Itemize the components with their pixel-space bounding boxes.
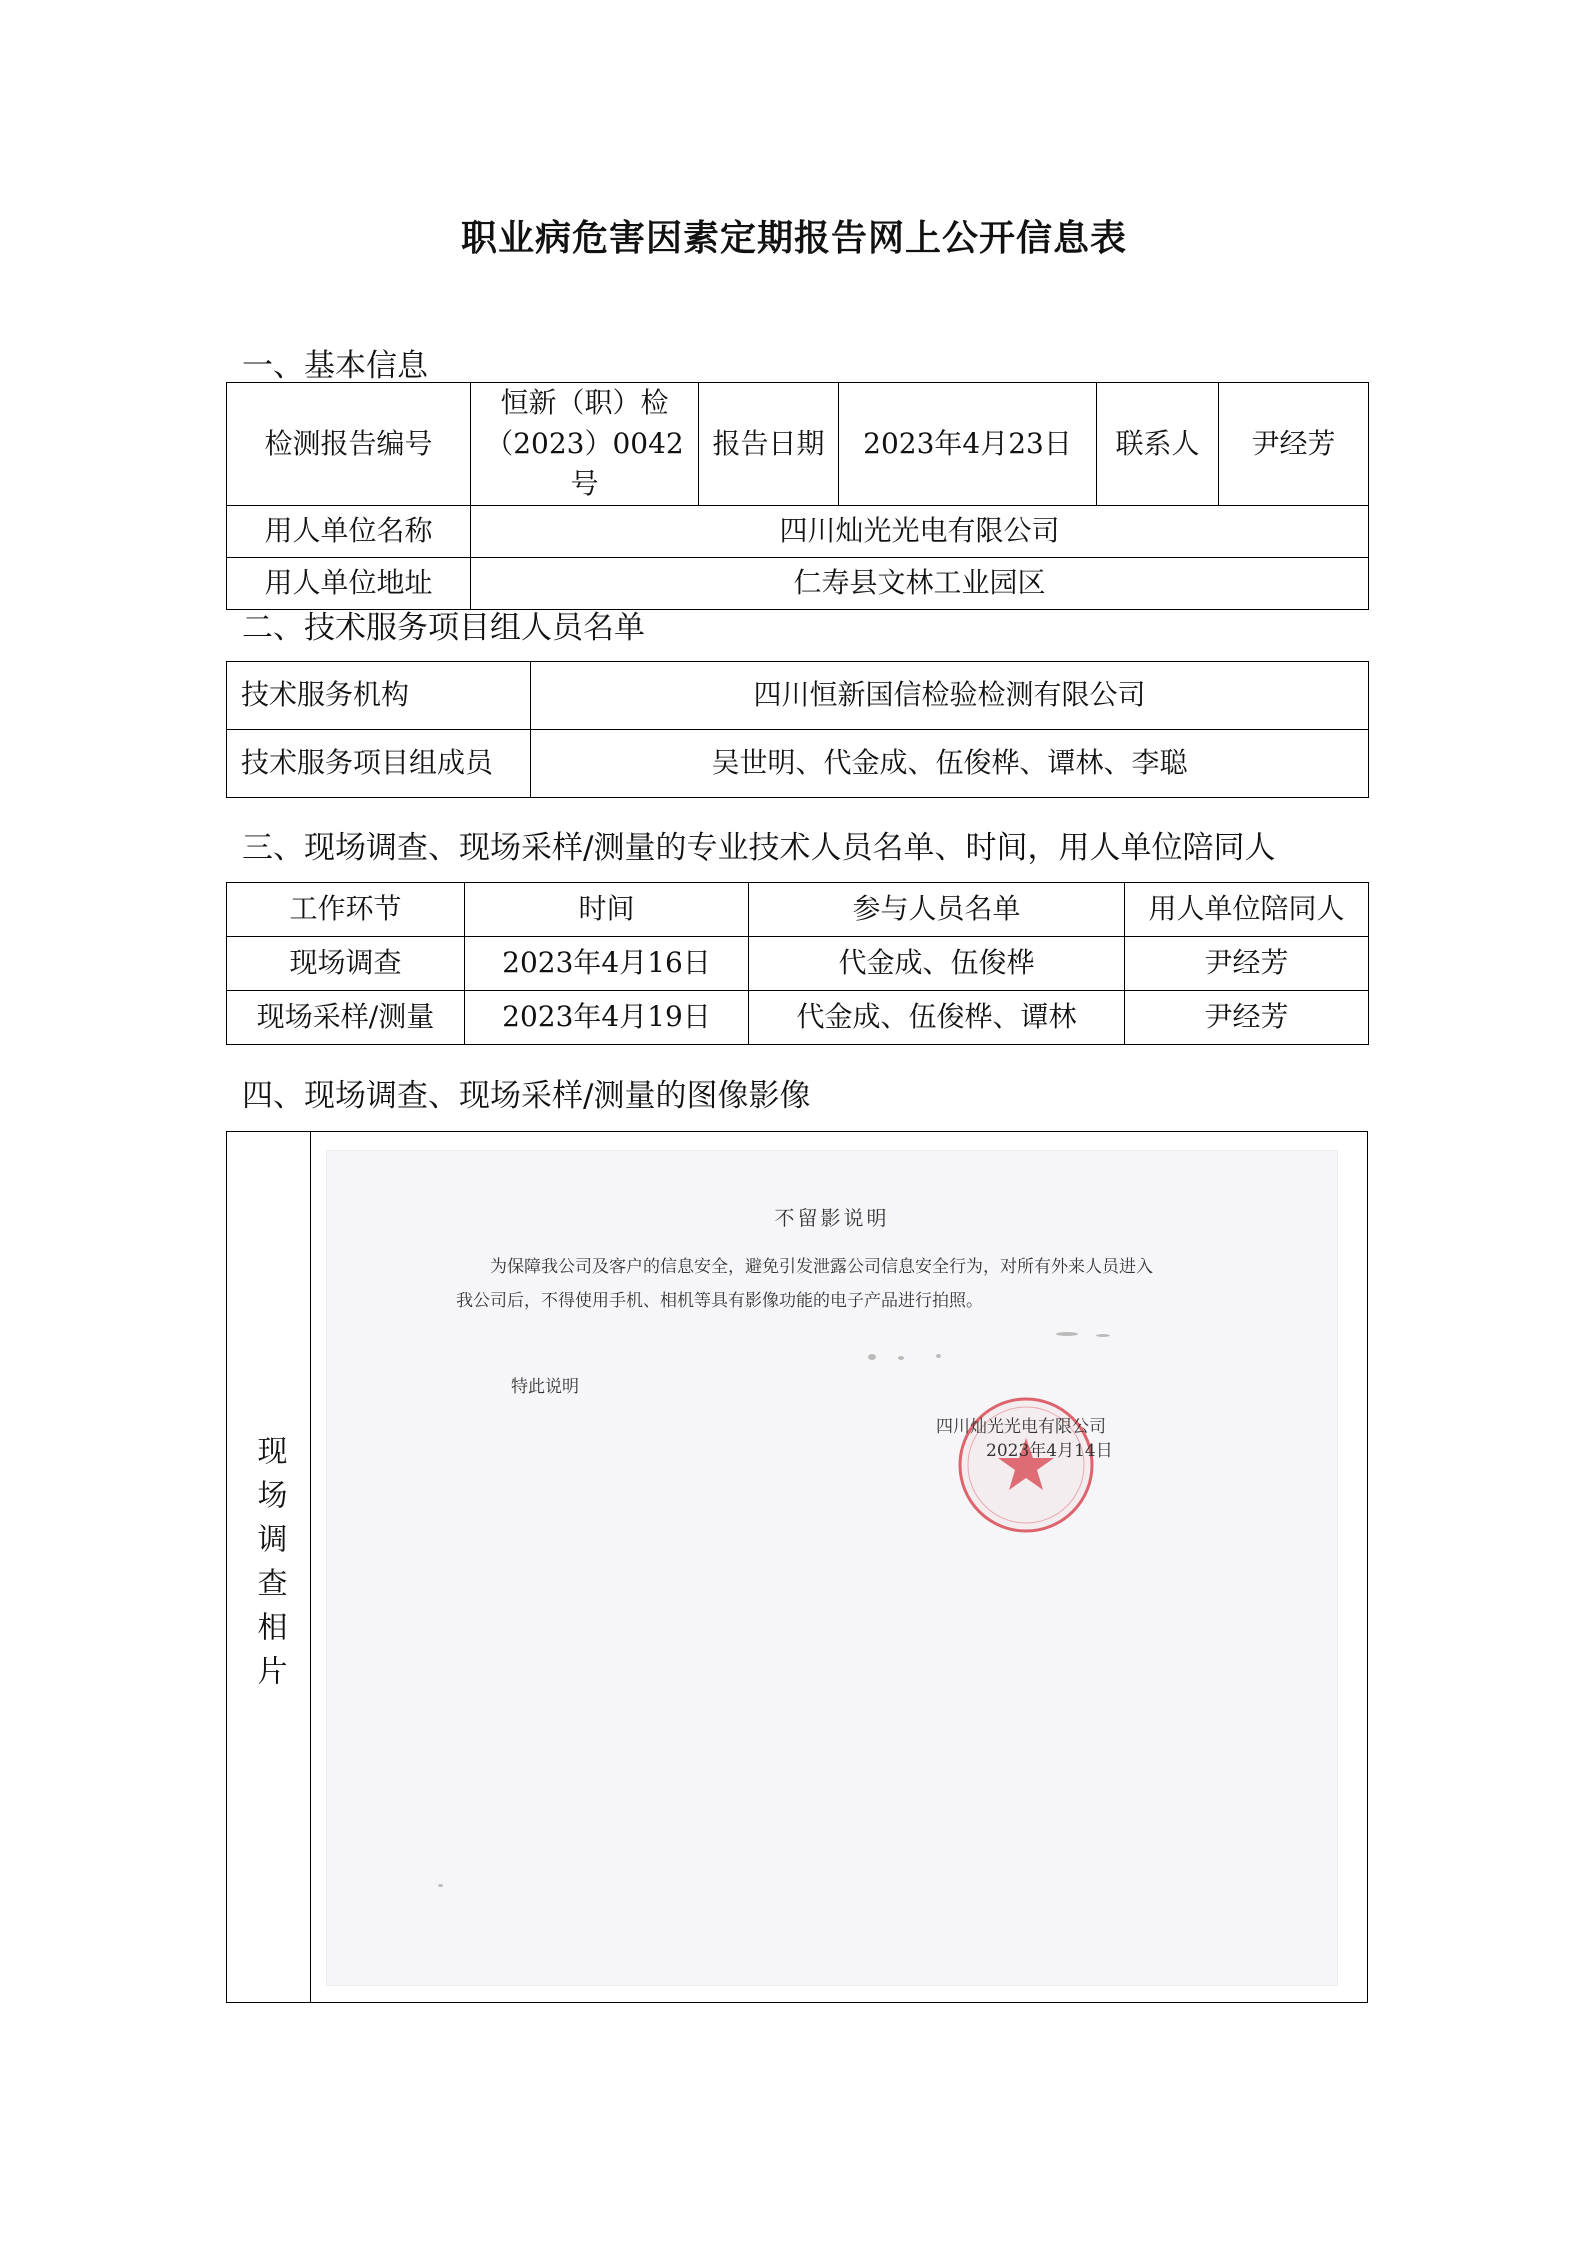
report-date-value: 2023年4月23日 <box>839 383 1097 506</box>
members-label: 技术服务项目组成员 <box>227 730 531 798</box>
report-no-label: 检测报告编号 <box>227 383 471 506</box>
header-cell: 时间 <box>465 883 749 937</box>
employer-name-label: 用人单位名称 <box>227 505 471 557</box>
employer-address-label: 用人单位地址 <box>227 557 471 609</box>
site-photo <box>326 1150 1338 1986</box>
table-cell: 现场采样/测量 <box>227 991 465 1045</box>
employer-name-value: 四川灿光光电有限公司 <box>471 505 1369 557</box>
photo-doc-company: 四川灿光光电有限公司 <box>936 1417 1106 1437</box>
report-no-value: 恒新（职）检（2023）0042号 <box>471 383 699 506</box>
section-1-heading: 一、基本信息 <box>242 348 428 384</box>
photo-doc-paragraph: 为保障我公司及客户的信息安全，避免引发泄露公司信息安全行为，对所有外来人员进入我公司后，不得使用手机、相机等具有影像功能的电子产品进行拍照。 <box>456 1257 1153 1311</box>
section-3-heading: 三、现场调查、现场采样/测量的专业技术人员名单、时间，用人单位陪同人 <box>242 830 1276 866</box>
contact-value: 尹经芳 <box>1219 383 1369 506</box>
photo-doc-date: 2023年4月14日 <box>986 1441 1113 1461</box>
table-cell: 代金成、伍俊桦 <box>749 937 1125 991</box>
table-cell: 现场调查 <box>227 937 465 991</box>
photo-label: 现场调查相片 <box>251 1435 287 1699</box>
header-cell: 参与人员名单 <box>749 883 1125 937</box>
contact-label: 联系人 <box>1097 383 1219 506</box>
photo-block <box>226 1131 1368 2003</box>
fieldwork-table <box>226 882 1369 1045</box>
tech-service-table <box>226 661 1369 798</box>
table-cell: 代金成、伍俊桦、谭林 <box>749 991 1125 1045</box>
table-row <box>227 937 1369 991</box>
photo-doc-closing: 特此说明 <box>511 1377 579 1397</box>
table-row <box>227 991 1369 1045</box>
section-2-heading: 二、技术服务项目组人员名单 <box>242 610 645 646</box>
table-cell: 尹经芳 <box>1125 991 1369 1045</box>
photo-label-cell <box>227 1132 311 2002</box>
header-cell: 工作环节 <box>227 883 465 937</box>
org-label: 技术服务机构 <box>227 662 531 730</box>
header-cell: 用人单位陪同人 <box>1125 883 1369 937</box>
basic-info-table <box>226 382 1369 610</box>
report-date-label: 报告日期 <box>699 383 839 506</box>
employer-address-value: 仁寿县文林工业园区 <box>471 557 1369 609</box>
section-4-heading: 四、现场调查、现场采样/测量的图像影像 <box>242 1078 811 1114</box>
photo-doc-title: 不留影说明 <box>774 1206 890 1230</box>
table-cell: 尹经芳 <box>1125 937 1369 991</box>
page-title: 职业病危害因素定期报告网上公开信息表 <box>460 218 1127 259</box>
members-value: 吴世明、代金成、伍俊桦、谭林、李聪 <box>531 730 1369 798</box>
table-cell: 2023年4月19日 <box>465 991 749 1045</box>
table-cell: 2023年4月16日 <box>465 937 749 991</box>
org-value: 四川恒新国信检验检测有限公司 <box>531 662 1369 730</box>
